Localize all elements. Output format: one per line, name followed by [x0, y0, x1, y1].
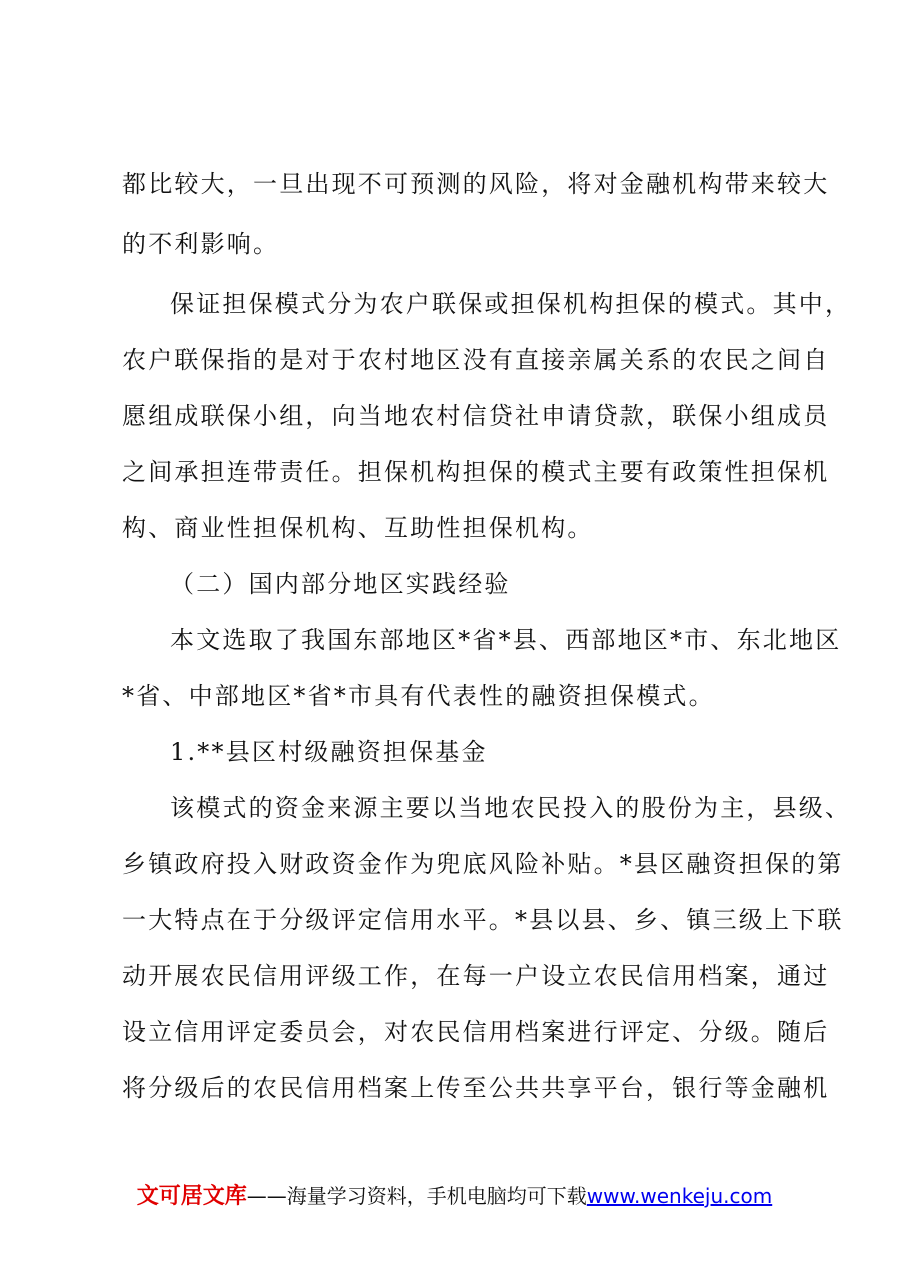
paragraph-line: 一大特点在于分级评定信用水平。*县以县、乡、镇三级上下联 — [122, 906, 844, 934]
subsection-heading: 1.**县区村级融资担保基金 — [170, 738, 488, 766]
paragraph-line: 之间承担连带责任。担保机构担保的模式主要有政策性担保机 — [122, 458, 830, 486]
footer-banner — [0, 1182, 909, 1211]
paragraph-line: 保证担保模式分为农户联保或担保机构担保的模式。其中， — [170, 290, 852, 318]
section-heading: （二）国内部分地区实践经验 — [170, 570, 511, 598]
paragraph-line: 该模式的资金来源主要以当地农民投入的股份为主，县级、 — [170, 794, 852, 822]
paragraph-line: *省、中部地区*省*市具有代表性的融资担保模式。 — [122, 682, 715, 710]
paragraph-line: 愿组成联保小组，向当地农村信贷社申请贷款，联保小组成员 — [122, 402, 830, 430]
footer-brand: 文可居文库 — [136, 1184, 247, 1209]
paragraph-line: 将分级后的农民信用档案上传至公共共享平台，银行等金融机 — [122, 1074, 830, 1102]
paragraph-line: 农户联保指的是对于农村地区没有直接亲属关系的农民之间自 — [122, 346, 830, 374]
paragraph-line: 构、商业性担保机构、互助性担保机构。 — [122, 514, 594, 542]
paragraph-line: 动开展农民信用评级工作，在每一户设立农民信用档案，通过 — [122, 962, 830, 990]
footer-tagline: ——海量学习资料，手机电脑均可下载 — [246, 1184, 587, 1208]
paragraph-line: 本文选取了我国东部地区*省*县、西部地区*市、东北地区 — [170, 626, 842, 654]
footer-url-link[interactable]: www.wenkeju.com — [586, 1184, 773, 1208]
paragraph-line: 的不利影响。 — [122, 230, 280, 258]
paragraph-line: 都比较大，一旦出现不可预测的风险，将对金融机构带来较大 — [122, 170, 830, 198]
paragraph-line: 设立信用评定委员会，对农民信用档案进行评定、分级。随后 — [122, 1018, 830, 1046]
paragraph-line: 乡镇政府投入财政资金作为兜底风险补贴。*县区融资担保的第 — [122, 850, 844, 878]
